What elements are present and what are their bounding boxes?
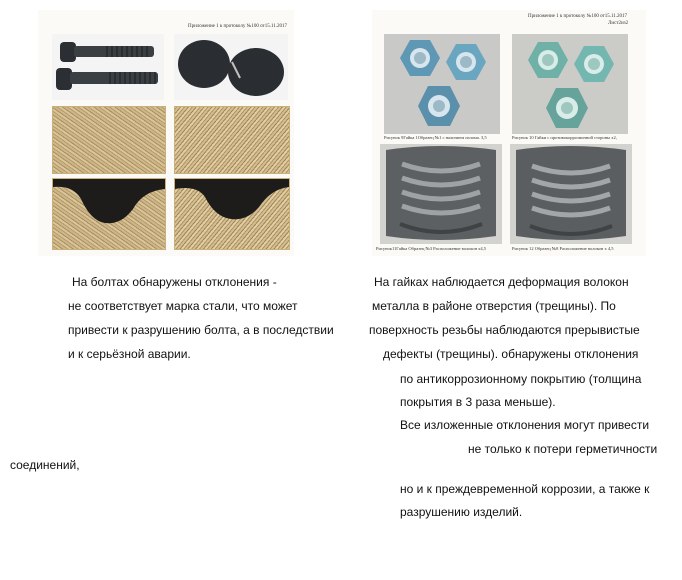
right-sheet-page: Лист2из2 (608, 21, 629, 26)
left-text-line-1: На болтах обнаружены отклонения - (72, 275, 277, 289)
right-text-line-4: дефекты (трещины). обнаружены отклонения (383, 347, 639, 361)
bolts-photo (52, 34, 164, 100)
bolt-heads-photo (174, 34, 288, 100)
right-text-line-5: по антикоррозионному покрытию (толщина (400, 372, 642, 386)
nut-section-photo-2 (510, 144, 632, 244)
right-text-line-1: На гайках наблюдается деформация волокон (374, 275, 629, 289)
right-text-line-8: не только к потери герметичности (468, 442, 658, 456)
bolts-icon (52, 34, 164, 100)
microstructure-photo-1 (52, 106, 166, 174)
right-text-line-9: соединений, (10, 458, 80, 472)
left-text-line-3: привести к разрушению болта, а в последствии (68, 323, 334, 337)
left-text-line-4: и к серьёзной аварии. (68, 347, 191, 361)
caption-fig9: Рисунок 9Гайка 1Образец №1 с наличием излома. 3,5 (384, 135, 487, 140)
nuts-photo-1 (384, 34, 500, 134)
thread-root-photo-1 (52, 178, 166, 250)
nut-section-photo-1 (380, 144, 502, 244)
right-text-line-7: Все изложенные отклонения могут привести (400, 418, 650, 432)
caption-fig10: Рисунок 10 Гайки с противокоррозионной стороны х2, (512, 135, 617, 140)
left-sheet-header: Приложение 1 к протоколу №100 от15.11.2017 (188, 24, 288, 29)
nuts-photo-2 (512, 34, 628, 134)
thread-section-icon (510, 144, 632, 244)
microstructure-photo-2 (174, 106, 290, 174)
right-text-line-11: разрушению изделий. (400, 505, 523, 519)
caption-fig12: Рисунок 12 Образец №8 Расположение волокон х 4,5 (512, 246, 614, 251)
right-text-line-3: поверхность резьбы наблюдаются прерывистые (369, 323, 640, 337)
left-text-line-2: не соответствует марка стали, что может (68, 299, 298, 313)
thread-root-icon (53, 179, 165, 249)
left-photo-sheet (38, 10, 294, 256)
thread-root-icon (175, 179, 289, 249)
thread-section-icon (380, 144, 502, 244)
hex-nuts-icon (512, 34, 628, 134)
right-photo-sheet (372, 10, 646, 256)
right-text-line-6: покрытия в 3 раза меньше). (400, 395, 556, 409)
bolt-head-section-icon (174, 34, 288, 100)
hex-nuts-icon (384, 34, 500, 134)
thread-root-photo-2 (174, 178, 290, 250)
right-sheet-header: Приложение 1 к протоколу №100 от15.11.2017 (528, 14, 628, 19)
right-text-line-2: металла в районе отверстия (трещины). По (372, 299, 616, 313)
caption-fig11: Рисунок11Гайка Образец №3 Расположение волокон х4,5 (376, 246, 487, 251)
right-text-line-10: но и к преждевременной коррозии, а также к (400, 482, 650, 496)
